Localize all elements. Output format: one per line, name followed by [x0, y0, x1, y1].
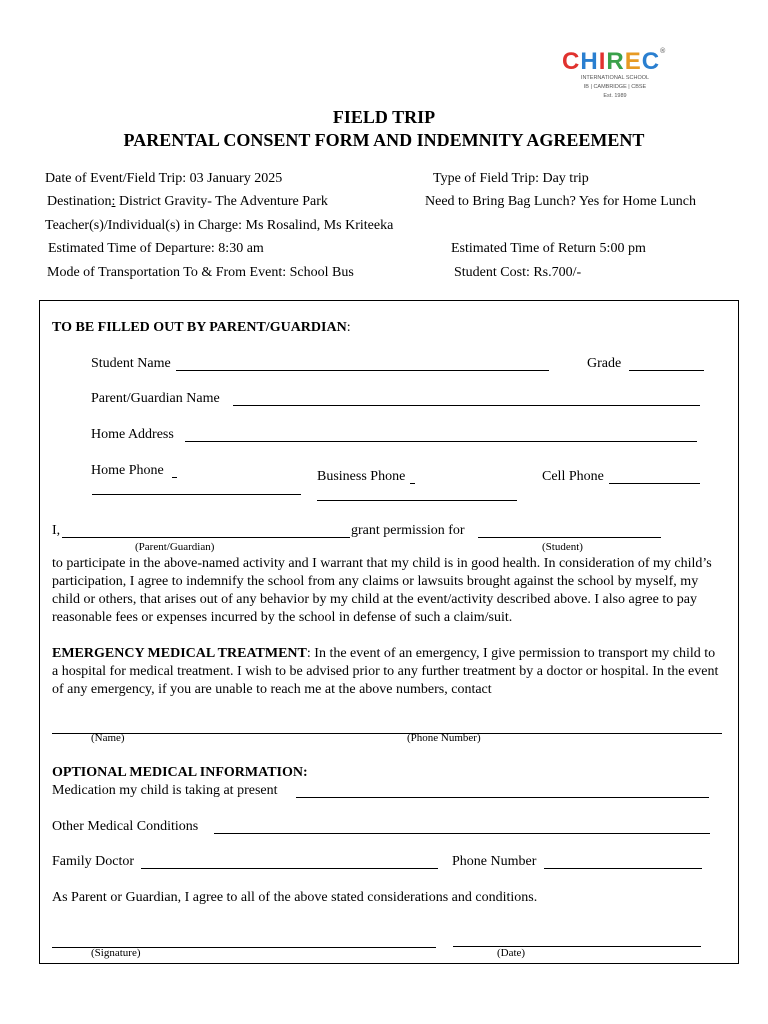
transportation: Mode of Transportation To & From Event: School Bus — [47, 265, 354, 280]
departure-time: Estimated Time of Departure: 8:30 am — [48, 241, 264, 256]
logo-letter: R — [606, 48, 625, 75]
form-section-title-text: TO BE FILLED OUT BY PARENT/GUARDIAN — [52, 320, 347, 335]
return-time: Estimated Time of Return 5:00 pm — [451, 241, 646, 256]
cell-phone-field[interactable] — [609, 483, 700, 484]
school-logo — [562, 48, 674, 102]
parent-guardian-field[interactable] — [62, 537, 350, 538]
teachers-in-charge: Teacher(s)/Individual(s) in Charge: Ms Rosalind, Ms Kriteeka — [45, 218, 394, 233]
phone-number-caption: (Phone Number) — [407, 732, 481, 744]
consent-paragraph: to participate in the above-named activity and I warrant that my child is in good health. In consideration of my child’s participation, I agree to indemnify the school from any claims or lawsuits brought against the school by myself, my child or others, that arises out of any behavior by my child at the event/activity described above. I also agree to pay reasonable fees or expenses incurred by the school in defense of such a claim/suit. — [52, 556, 712, 625]
other-conditions-label: Other Medical Conditions — [52, 819, 199, 834]
business-phone-label: Business Phone — [317, 469, 406, 484]
signature-caption: (Signature) — [91, 947, 141, 959]
date-field[interactable] — [453, 946, 701, 947]
student-cost: Student Cost: Rs.700/- — [454, 265, 582, 280]
logo-subtitle: INTERNATIONAL SCHOOL — [580, 75, 650, 81]
doctor-phone-label: Phone Number — [452, 854, 537, 869]
grade-field[interactable] — [629, 370, 704, 371]
parent-guardian-caption: (Parent/Guardian) — [135, 541, 215, 553]
name-caption: (Name) — [91, 732, 125, 744]
logo-letter: E — [624, 48, 642, 75]
student-name-field[interactable] — [176, 370, 549, 371]
page-subtitle: PARENTAL CONSENT FORM AND INDEMNITY AGREEMENT — [123, 130, 645, 150]
home-phone-field[interactable] — [92, 494, 301, 495]
student-field[interactable] — [478, 537, 661, 538]
family-doctor-field[interactable] — [141, 868, 438, 869]
medication-label: Medication my child is taking at present — [52, 783, 278, 798]
cell-phone-label: Cell Phone — [542, 469, 604, 484]
other-conditions-field[interactable] — [214, 833, 710, 834]
destination-label: Destination — [47, 194, 112, 209]
logo-letter: H — [580, 48, 599, 75]
student-caption: (Student) — [542, 541, 583, 553]
registered-mark: ® — [660, 48, 667, 55]
logo-letter: C — [641, 48, 661, 75]
logo-letter: I — [598, 48, 607, 75]
bag-lunch: Need to Bring Bag Lunch? Yes for Home Lunch — [425, 194, 697, 209]
family-doctor-label: Family Doctor — [52, 854, 135, 869]
doctor-phone-field[interactable] — [544, 868, 702, 869]
business-phone-field[interactable] — [317, 500, 517, 501]
optional-medical-title: OPTIONAL MEDICAL INFORMATION: — [52, 765, 308, 780]
medication-field[interactable] — [296, 797, 709, 798]
logo-letter: C — [562, 48, 581, 75]
emergency-paragraph — [52, 645, 724, 699]
emergency-contact-field[interactable] — [52, 733, 722, 734]
logo-wordmark — [562, 48, 666, 76]
event-date: Date of Event/Field Trip: 03 January 2025 — [45, 171, 283, 186]
grade-label: Grade — [587, 356, 622, 371]
emergency-title: EMERGENCY MEDICAL TREATMENT — [52, 646, 307, 661]
trip-type: Type of Field Trip: Day trip — [433, 171, 589, 186]
logo-established: Est. 1989 — [603, 93, 627, 99]
agreement-text: As Parent or Guardian, I agree to all of the above stated considerations and conditions. — [52, 890, 538, 905]
grant-permission-text: grant permission for — [351, 523, 465, 538]
emergency-text: : In the event of an emergency, I give permission to transport my child to a hospital for medical treatment. I wish to be advised prior to any further treatment by a doctor or hospital. In the event of any emergency, if you are unable to reach me at the above numbers, contact — [52, 646, 719, 697]
home-address-field[interactable] — [185, 441, 697, 442]
form-section-title — [52, 320, 351, 336]
destination — [47, 194, 328, 210]
page-title: FIELD TRIP — [332, 107, 436, 127]
i-label: I, — [52, 523, 61, 538]
student-name-label: Student Name — [91, 356, 171, 371]
home-phone-underline — [172, 477, 177, 478]
home-address-label: Home Address — [91, 427, 174, 442]
date-caption: (Date) — [497, 947, 526, 959]
parent-name-label: Parent/Guardian Name — [91, 391, 220, 406]
destination-value: District Gravity- The Adventure Park — [115, 194, 328, 209]
business-phone-underline — [410, 483, 415, 484]
parent-name-field[interactable] — [233, 405, 700, 406]
logo-boards: IB | CAMBRIDGE | CBSE — [583, 84, 647, 90]
home-phone-label: Home Phone — [91, 463, 164, 478]
destination-colon: : — [111, 194, 116, 209]
form-section-colon: : — [346, 320, 351, 335]
